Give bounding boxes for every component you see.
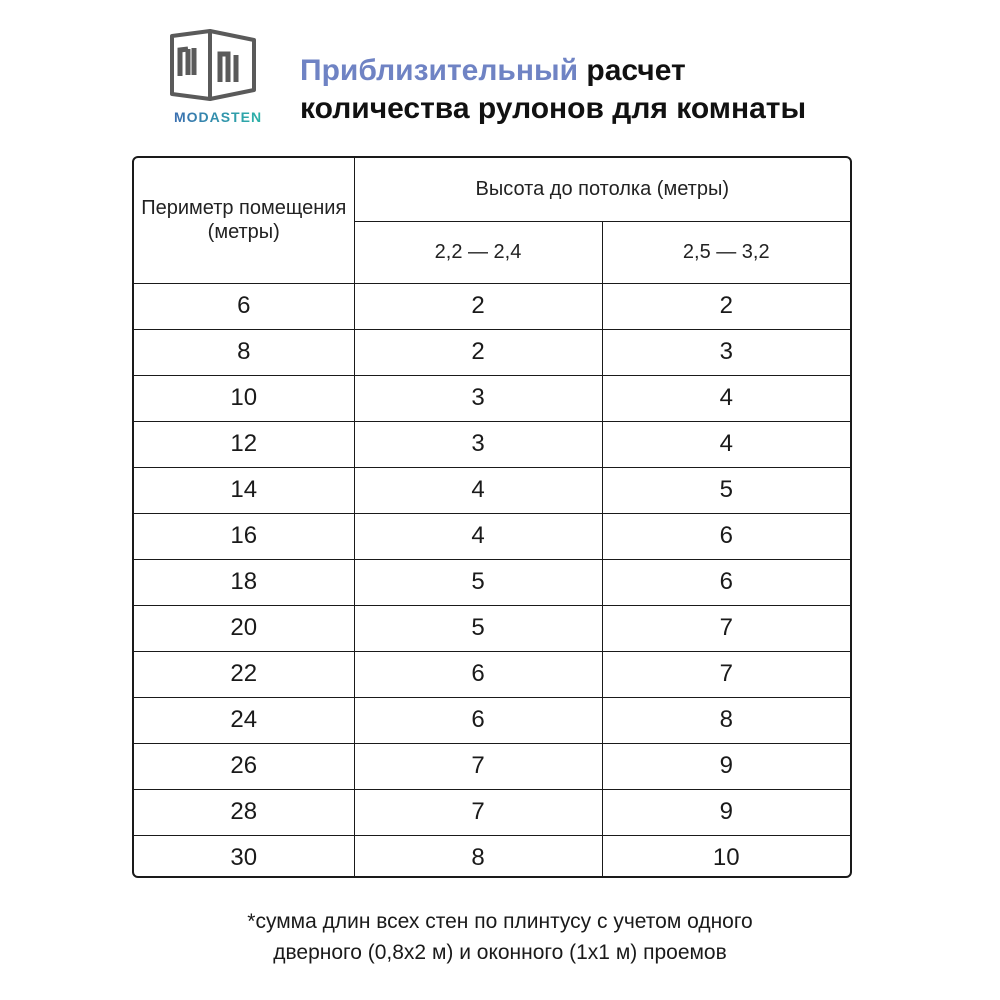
rolls-low-cell: 7 bbox=[354, 789, 602, 835]
table-row bbox=[134, 651, 850, 697]
rolls-low-cell: 5 bbox=[354, 605, 602, 651]
perimeter-cell: 20 bbox=[134, 605, 354, 651]
table-row bbox=[134, 421, 850, 467]
rolls-low-cell: 4 bbox=[354, 513, 602, 559]
rolls-low-cell: 6 bbox=[354, 697, 602, 743]
table-row bbox=[134, 283, 850, 329]
rolls-high-cell: 4 bbox=[602, 421, 850, 467]
rolls-high-cell: 10 bbox=[602, 835, 850, 878]
rolls-high-cell: 7 bbox=[602, 651, 850, 697]
footnote-line-1: *сумма длин всех стен по плинтусу с учетом одного bbox=[247, 910, 753, 933]
title-line-1 bbox=[300, 52, 806, 90]
table-row bbox=[134, 559, 850, 605]
modasten-logo-icon bbox=[166, 28, 258, 102]
rolls-low-cell: 2 bbox=[354, 283, 602, 329]
rolls-low-cell: 3 bbox=[354, 421, 602, 467]
perimeter-cell: 16 bbox=[134, 513, 354, 559]
table-row bbox=[134, 375, 850, 421]
perimeter-cell: 18 bbox=[134, 559, 354, 605]
perimeter-cell: 30 bbox=[134, 835, 354, 878]
brand-logo bbox=[160, 28, 264, 128]
table-row bbox=[134, 835, 850, 878]
table-body bbox=[134, 283, 850, 878]
perimeter-cell: 12 bbox=[134, 421, 354, 467]
rolls-high-cell: 3 bbox=[602, 329, 850, 375]
title-line1-rest: расчет bbox=[586, 54, 686, 87]
footnote-line-2: дверного (0,8х2 м) и оконного (1х1 м) проемов bbox=[273, 941, 727, 964]
title-accent: Приблизительный bbox=[300, 54, 579, 87]
rolls-table bbox=[132, 156, 852, 878]
table-row bbox=[134, 513, 850, 559]
table-row bbox=[134, 467, 850, 513]
subheader-low-height: 2,2 — 2,4 bbox=[354, 221, 602, 283]
table-row bbox=[134, 329, 850, 375]
perimeter-cell: 28 bbox=[134, 789, 354, 835]
footnote bbox=[0, 906, 1000, 968]
rolls-low-cell: 4 bbox=[354, 467, 602, 513]
perimeter-cell: 6 bbox=[134, 283, 354, 329]
rolls-high-cell: 2 bbox=[602, 283, 850, 329]
perimeter-cell: 8 bbox=[134, 329, 354, 375]
rolls-high-cell: 9 bbox=[602, 789, 850, 835]
rolls-low-cell: 7 bbox=[354, 743, 602, 789]
perimeter-cell: 14 bbox=[134, 467, 354, 513]
rolls-high-cell: 6 bbox=[602, 559, 850, 605]
title-line-2: количества рулонов для комнаты bbox=[300, 92, 807, 125]
table-row bbox=[134, 789, 850, 835]
table-row bbox=[134, 697, 850, 743]
rolls-high-cell: 8 bbox=[602, 697, 850, 743]
perimeter-cell: 26 bbox=[134, 743, 354, 789]
perimeter-cell: 24 bbox=[134, 697, 354, 743]
header-perimeter: Периметр помещения (метры) bbox=[134, 158, 354, 283]
rolls-low-cell: 8 bbox=[354, 835, 602, 878]
logo-wordmark-gradient bbox=[166, 107, 270, 127]
perimeter-cell: 10 bbox=[134, 375, 354, 421]
rolls-high-cell: 4 bbox=[602, 375, 850, 421]
rolls-high-cell: 7 bbox=[602, 605, 850, 651]
page-title bbox=[300, 52, 806, 128]
subheader-high-height: 2,5 — 3,2 bbox=[602, 221, 850, 283]
logo-brand-text: MODASTEN bbox=[173, 109, 263, 125]
rolls-low-cell: 5 bbox=[354, 559, 602, 605]
rolls-low-cell: 3 bbox=[354, 375, 602, 421]
table-row bbox=[134, 605, 850, 651]
rolls-high-cell: 5 bbox=[602, 467, 850, 513]
rolls-low-cell: 6 bbox=[354, 651, 602, 697]
perimeter-cell: 22 bbox=[134, 651, 354, 697]
rolls-high-cell: 9 bbox=[602, 743, 850, 789]
rolls-high-cell: 6 bbox=[602, 513, 850, 559]
header-ceiling-height: Высота до потолка (метры) bbox=[354, 158, 850, 221]
rolls-low-cell: 2 bbox=[354, 329, 602, 375]
table-row bbox=[134, 743, 850, 789]
